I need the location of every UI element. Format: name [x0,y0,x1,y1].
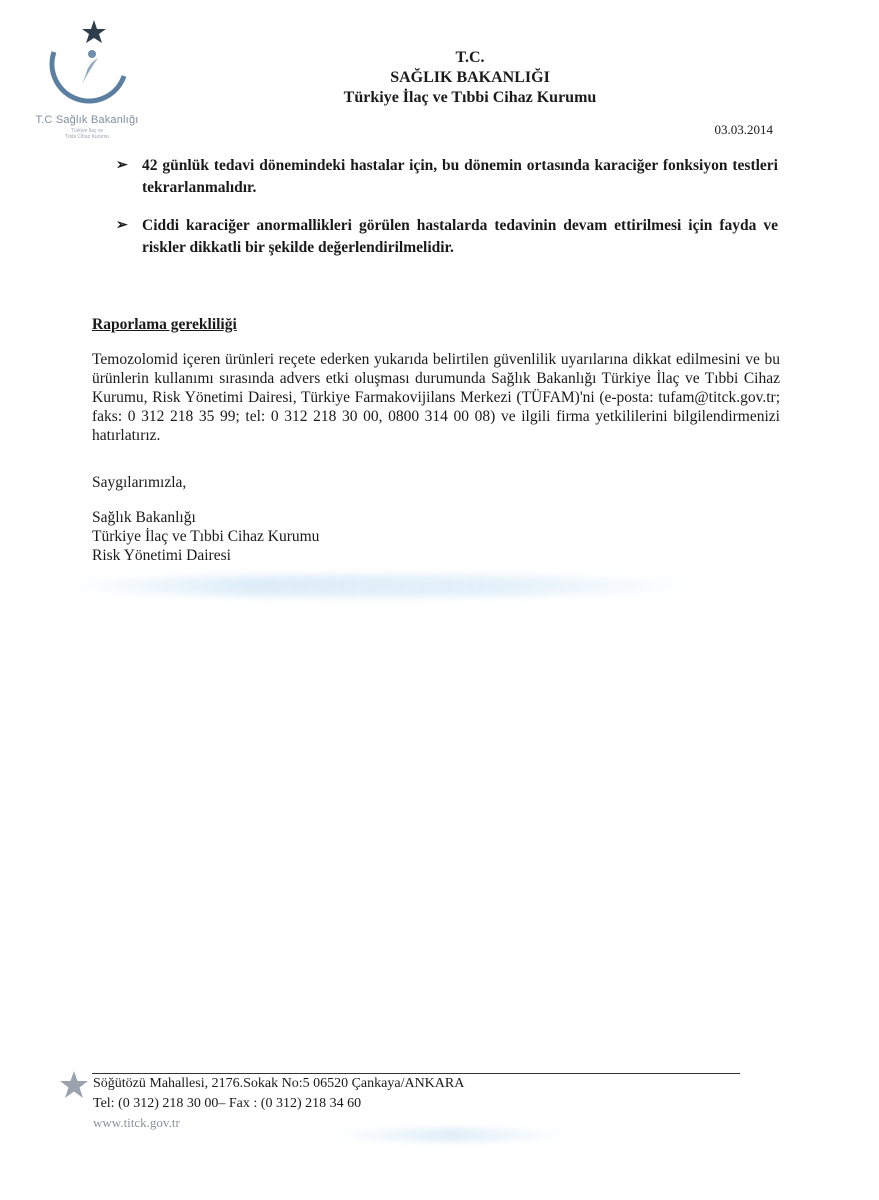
letterhead-line1: T.C. [455,49,485,66]
footer-phone: Tel: (0 312) 218 30 00– Fax : (0 312) 218 34 60 [93,1096,362,1111]
section-title: Raporlama gerekliliği [92,316,237,333]
logo-subtitle [22,128,152,140]
document-date: 03.03.2014 [714,122,773,137]
scan-smudge [60,575,700,597]
scan-smudge [330,1128,570,1142]
letterhead-line2: SAĞLIK BAKANLIĞI [390,69,550,86]
bullet-arrow-icon: ➢ [116,218,128,233]
footer-address: Söğütözü Mahallesi, 2176.Sokak No:5 06520 Çankaya/ANKARA [93,1076,465,1091]
logo-subtitle-line1: Türkiye İlaç ve [70,128,104,134]
star-icon [58,1070,90,1102]
logo-name: T.C Sağlık Bakanlığı [35,114,139,126]
bullet-text: 42 günlük tedavi dönemindeki hastalar için, bu dönemin ortasında karaciğer fonksiyon testleri tekrarlanmalıdır. [142,157,778,196]
signature-line2: Türkiye İlaç ve Tıbbi Cihaz Kurumu [92,528,320,545]
footer-divider [92,1073,740,1074]
body-paragraph: Temozolomid içeren ürünleri reçete ederken yukarıda belirtilen güvenlilik uyarılarına dikkat edilmesini ve bu ürünlerin kullanımı sırasında advers etki oluşması durumunda Sağlık Bakanlığı Türkiye İlaç ve Tıbbi Cihaz Kurumu, Risk Yönetimi Dairesi, Türkiye Farmakovijilans Merkezi (TÜFAM)'ni (e-posta: tufam@titck.gov.tr; faks: 0 312 218 35 99; tel: 0 312 218 30 00, 0800 314 00 08) ve ilgili firma yetkililerini bilgilendirmenizi hatırlatırız. [92,351,780,444]
letterhead-line3: Türkiye İlaç ve Tıbbi Cihaz Kurumu [343,89,597,106]
closing: Saygılarımızla, [92,474,187,491]
bullet-arrow-icon: ➢ [116,158,128,173]
bullet-item [90,155,778,199]
logo-subtitle-line2: Tıbbi Cihaz Kurumu [64,134,110,140]
signature-line3: Risk Yönetimi Dairesi [92,547,231,564]
letterhead [0,48,879,108]
footer-website: www.titck.gov.tr [93,1115,180,1130]
bullet-list [90,155,778,275]
bullet-text: Ciddi karaciğer anormallikleri görülen hastalarda tedavinin devam ettirilmesi için fayda ve riskler dikkatli bir şekilde değerlendirilmelidir. [142,217,778,256]
bullet-item [90,215,778,259]
signature-block [92,508,319,565]
signature-line1: Sağlık Bakanlığı [92,509,196,526]
